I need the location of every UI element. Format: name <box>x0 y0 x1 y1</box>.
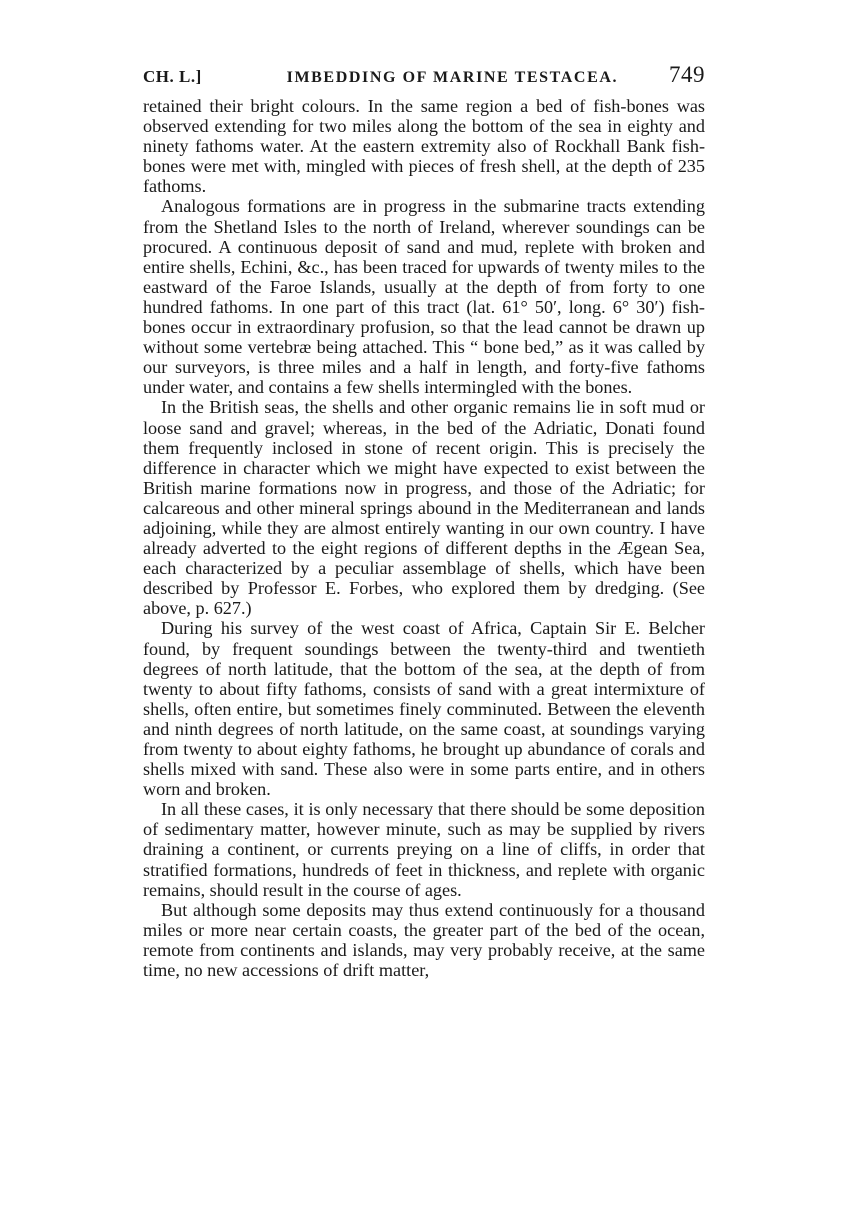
body-text <box>143 96 705 980</box>
chapter-reference: CH. L.] <box>143 67 202 86</box>
paragraph: But although some deposits may thus extend continuously for a thousand miles or more near certain coasts, the greater part of the bed of the ocean, remote from continents and islands, may very probably receive, at the same time, no new accessions of drift matter, <box>143 899 705 981</box>
paragraph: In all these cases, it is only necessary that there should be some deposition of sedimentary matter, however minute, such as may be supplied by rivers draining a continent, or currents preying on a line of cliffs, in order that stratified formations, hundreds of feet in thickness, and replete with organic remains, should result in the course of ages. <box>143 799 705 900</box>
paragraph: retained their bright colours. In the same region a bed of fish-bones was observed extending for two miles along the bottom of the sea in eighty and ninety fathoms water. At the eastern extremity also of Rockhall Bank fish-bones were met with, mingled with pieces of fresh shell, at the depth of 235 fathoms. <box>143 96 705 197</box>
running-head <box>143 62 705 92</box>
running-title: IMBEDDING OF MARINE TESTACEA. <box>286 69 619 86</box>
paragraph: Analogous formations are in progress in the submarine tracts extending from the Shetland Isles to the north of Ireland, wherever soundings can be procured. A continuous deposit of sand and mud, replete with broken and entire shells, Echini, &c., has been traced for upwards of twenty miles to the eastward of the Faroe Islands, usually at the depth of from forty to one hundred fathoms. In one part of this tract (lat. 61° 50′, long. 6° 30′) fish-bones occur in extraordinary profusion, so that the lead cannot be drawn up without some vertebræ being attached. This “ bone bed,” as it was called by our surveyors, is three miles and a half in length, and forty-five fathoms under water, and contains a few shells intermingled with the bones. <box>143 196 705 398</box>
page-number: 749 <box>668 62 705 87</box>
book-page <box>143 62 705 980</box>
paragraph: During his survey of the west coast of Africa, Captain Sir E. Belcher found, by frequent soundings between the twenty-third and twentieth degrees of north latitude, that the bottom of the sea, at the depth of from twenty to about fifty fathoms, consists of sand with a great intermixture of shells, often entire, but sometimes finely comminuted. Between the eleventh and ninth degrees of north latitude, on the same coast, at soundings varying from twenty to about eighty fathoms, he brought up abundance of corals and shells mixed with sand. These also were in some parts entire, and in others worn and broken. <box>143 618 705 800</box>
paragraph: In the British seas, the shells and other organic remains lie in soft mud or loose sand and gravel; whereas, in the bed of the Adriatic, Donati found them frequently inclosed in stone of recent origin. This is precisely the difference in character which we might have expected to exist between the British marine formations now in progress, and those of the Adriatic; for calcareous and other mineral springs abound in the Mediterranean and lands adjoining, while they are almost entirely wanting in our own country. I have already adverted to the eight regions of different depths in the Ægean Sea, each characterized by a peculiar assemblage of shells, which have been described by Professor E. Forbes, who explored them by dredging. (See above, p. 627.) <box>143 397 705 619</box>
